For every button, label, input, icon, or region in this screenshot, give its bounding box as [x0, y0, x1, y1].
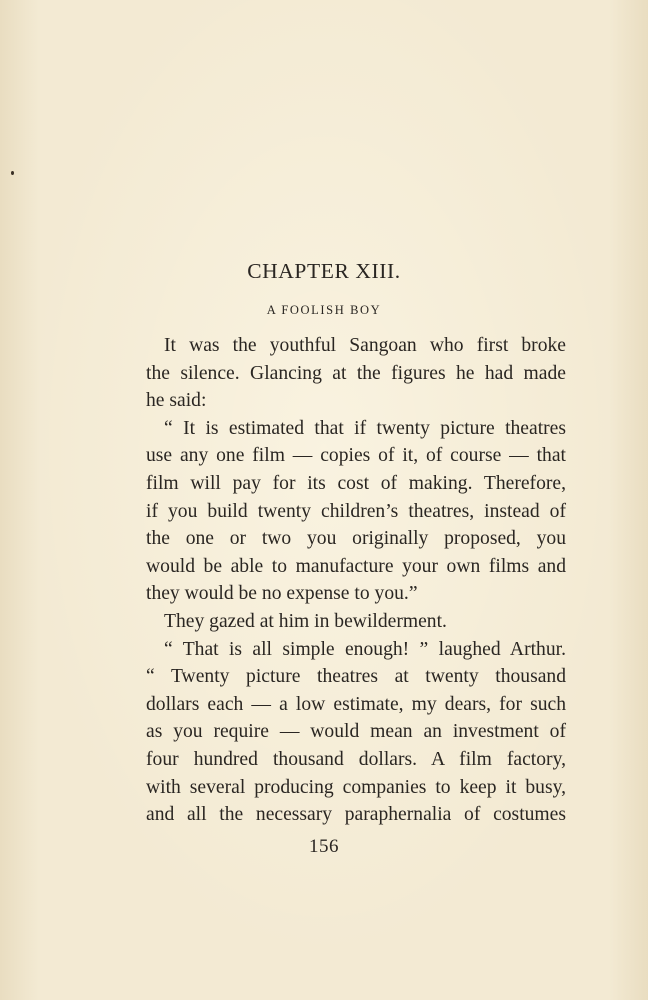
text-line: It was the youthful Sangoan who first broke	[164, 335, 566, 356]
text-line: he said:	[146, 390, 207, 412]
text-line: the silence. Glancing at the figures he had made	[146, 362, 566, 384]
page-number: 156	[309, 836, 339, 857]
text-line: four hundred thousand dollars. A film factory,	[146, 748, 566, 770]
text-line: “ It is estimated that if twenty picture theatres	[164, 417, 566, 439]
text-line: as you require — would mean an investment of	[146, 721, 566, 743]
text-line: the one or two you originally proposed, you	[146, 528, 566, 550]
text-line: dollars each — a low estimate, my dears, for such	[146, 693, 566, 715]
chapter-title: CHAPTER XIII.	[247, 259, 401, 283]
body-text	[146, 332, 566, 829]
text-line: “ Twenty picture theatres at twenty thousand	[146, 666, 566, 688]
text-line: they would be no expense to you.”	[146, 583, 418, 605]
text-line: with several producing companies to keep it busy,	[146, 776, 566, 798]
text-line: They gazed at him in bewilderment.	[164, 610, 447, 632]
paper-speck	[11, 171, 14, 175]
text-line: if you build twenty children’s theatres, instead of	[146, 500, 566, 522]
text-line: “ That is all simple enough! ” laughed Arthur.	[164, 638, 566, 660]
text-line: would be able to manufacture your own films and	[146, 555, 566, 577]
text-line: film will pay for its cost of making. Therefore,	[146, 472, 566, 494]
chapter-subtitle: A FOOLISH BOY	[266, 303, 382, 317]
text-line: and all the necessary paraphernalia of costumes	[146, 804, 566, 826]
text-line: use any one film — copies of it, of course — that	[146, 445, 566, 467]
